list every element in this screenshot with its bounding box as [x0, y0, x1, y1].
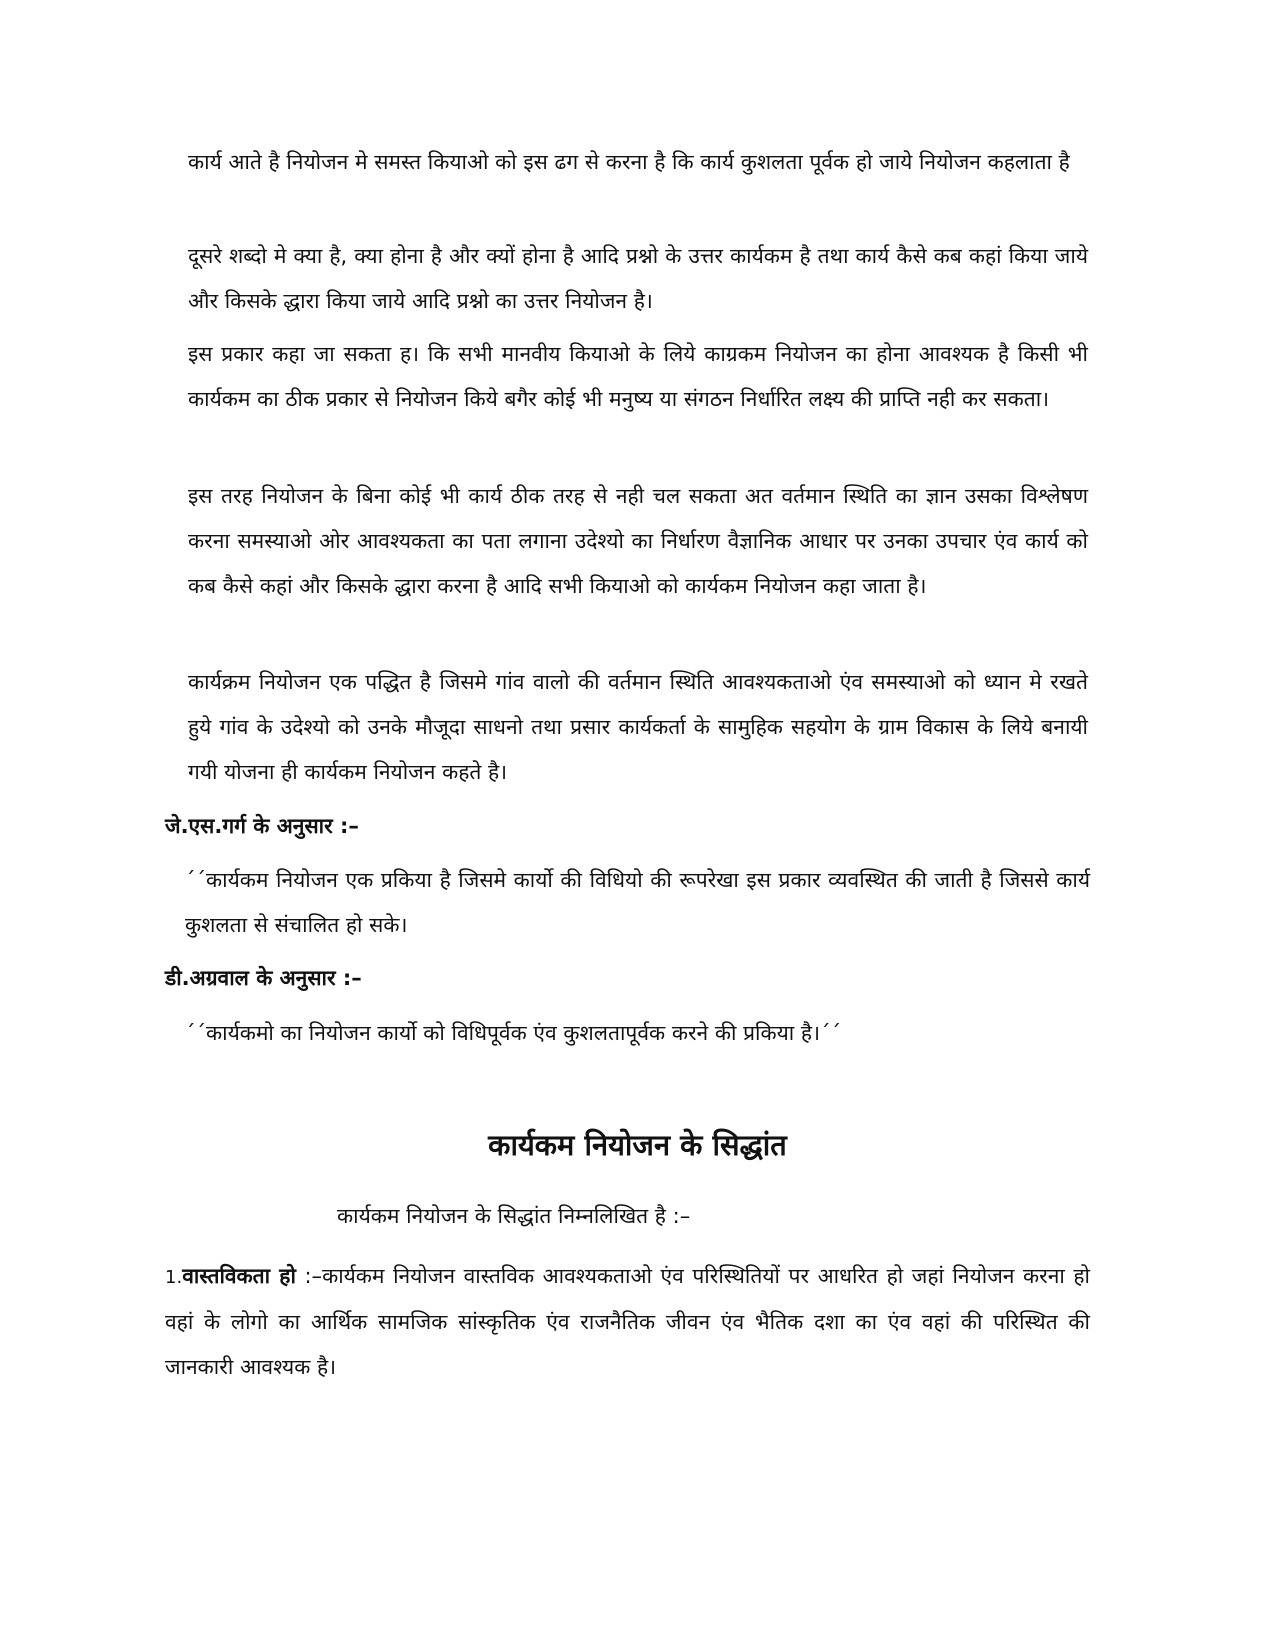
principle-number: 1. [165, 1267, 183, 1288]
section-subtitle: कार्यकम नियोजन के सिद्धांत निम्नलिखित है :– [337, 1204, 691, 1228]
section-title: कार्यकम नियोजन के सिद्धांत [488, 1128, 787, 1162]
paragraph-1: कार्य आते है नियोजन मे समस्त कियाओ को इस ढग से करना है कि कार्य कुशलता पूर्वक हो जाये नियोजन कहलाता है [188, 150, 1070, 174]
paragraph-2: दूसरे शब्दो मे क्या है, क्या होना है और क्यों होना है आदि प्रश्नो के उत्तर कार्यकम है तथा कार्य कैसे कब कहां किया जाये और किसके द्धारा किया जाये आदि प्रश्नो का उत्तर नियोजन है। [188, 244, 1088, 313]
definition-quote-garg: ´´कार्यकम नियोजन एक प्रकिया है जिसमे कार्यो की विधियो की रूपरेखा इस प्रकार व्यवस्थित की जाती है जिससे कार्य कुशलता से संचालित हो सके। [185, 868, 1090, 937]
definition-heading-garg: जे.एस.गर्ग के अनुसार :– [165, 814, 359, 838]
paragraph-5: कार्यक्रम नियोजन एक पद्धित है जिसमे गांव वालो की वर्तमान स्थिति आवश्यकताओ एंव समस्याओ को ध्यान मे रखते हुये गांव के उदेश्यो को उनके मौजूदा साधनो तथा प्रसार कार्यकर्ता के सामुहिक सहयोग के ग्राम विकास के लिये बनायी गयी योजना ही कार्यकम नियोजन कहते है। [188, 670, 1088, 784]
principle-separator: :– [295, 1264, 323, 1288]
paragraph-4: इस तरह नियोजन के बिना कोई भी कार्य ठीक तरह से नही चल सकता अत वर्तमान स्थिति का ज्ञान उसका विश्लेषण करना समस्याओ ओर आवश्यकता का पता लगाना उदेश्यो का निर्धारण वैज्ञानिक आधार पर उनका उपचार एंव कार्य को कब कैसे कहां और किसके द्धारा करना है आदि सभी कियाओ को कार्यकम नियोजन कहा जाता है। [188, 484, 1088, 598]
definition-quote-agrawal: ´´कार्यकमो का नियोजन कार्यो को विधिपूर्वक एंव कुशलतापूर्वक करने की प्रकिया है।´´ [185, 1021, 842, 1045]
principle-term: वास्तविकता हो [182, 1264, 296, 1288]
principle-item-1 [165, 1254, 1090, 1390]
paragraph-3: इस प्रकार कहा जा सकता ह। कि सभी मानवीय कियाओ के लिये काग्रकम नियोजन का होना आवश्यक है किसी भी कार्यकम का ठीक प्रकार से नियोजन किये बगैर कोई भी मनुष्य या संगठन निर्धारित लक्ष्य की प्राप्ति नही कर सकता। [188, 342, 1088, 411]
definition-heading-agrawal: डी.अग्रवाल के अनुसार :– [165, 966, 362, 990]
principle-text: कार्यकम नियोजन वास्तविक आवश्यकताओ एंव परिस्थितियों पर आधरित हो जहां नियोजन करना हो वहां के लोगो का आर्थिक सामजिक सांस्कृतिक एंव राजनैतिक जीवन एंव भैतिक दशा का एंव वहां की परिस्थित की जानकारी आवश्यक है। [165, 1264, 1090, 1379]
